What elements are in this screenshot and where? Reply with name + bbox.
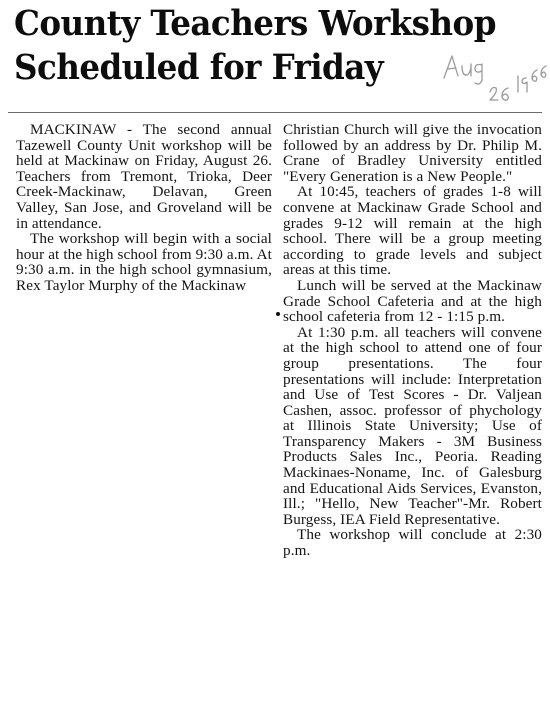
headline-divider — [8, 112, 542, 113]
article-column-left — [16, 122, 272, 294]
article-paragraph: The workshop will conclude at 2:30 p.m. — [283, 526, 542, 560]
article-paragraph: Lunch will be served at the Mackinaw Grade School Cafeteria and at the high school cafeteria from 12 - 1:15 p.m. — [283, 276, 542, 326]
article-paragraph: At 10:45, teachers of grades 1-8 will convene at Mackinaw Grade School and grades 9-12 will remain at the high school. There will be a group meeting according to grade levels and subject areas at this time. — [283, 183, 542, 279]
article-column-right — [283, 122, 542, 559]
headline-line-1: County Teachers Workshop — [14, 3, 496, 44]
article-paragraph: MACKINAW - The second annual Tazewell County Unit workshop will be held at Mackinaw on Friday, August 26. Teachers from Tremont, Trioka, Deer Creek-Mackinaw, Delavan, Green Valley, San Jose, and Groveland will be in attendance. — [16, 121, 272, 232]
article-paragraph: Christian Church will give the invocation followed by an address by Dr. Philip M. Crane of Bradley University entitled "Every Generation is a New People." — [283, 121, 542, 185]
headline-line-2: Scheduled for Friday — [14, 47, 384, 88]
handwritten-date-drawing — [440, 48, 550, 108]
handwritten-date-annotation — [440, 48, 550, 108]
article-paragraph: The workshop will begin with a social hour at the high school from 9:30 a.m. At 9:30 a.m. in the high school gymnasium, Rex Taylor Murphy of the Mackinaw — [16, 230, 272, 294]
margin-dot — [276, 312, 280, 316]
headline — [14, 2, 512, 90]
article-paragraph: At 1:30 p.m. all teachers will convene at the high school to attend one of four group presentations. The four presentations will include: Interpretation and Use of Test Scores - Dr. Valjean Cashen, assoc. professor of phychology at Illinois State University; Use of Transparency Makers - 3M Business Products Sales Inc., Peoria. Reading Mackinaes-Noname, Inc. of Galesburg and Educational Aids Services, Evanston, Ill.; "Hello, New Teacher"-Mr. Robert Burgess, IEA Field Representative. — [283, 323, 542, 528]
